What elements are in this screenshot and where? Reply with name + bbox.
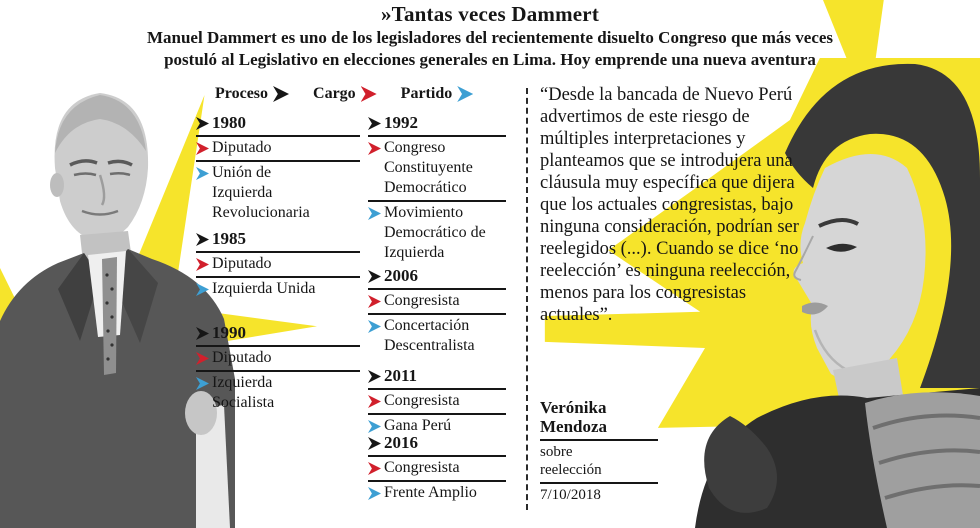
partido-arrow-icon	[368, 207, 381, 220]
year-arrow-icon	[196, 117, 209, 130]
entry-year: 1992	[384, 113, 418, 132]
timeline-entry-1980	[196, 112, 360, 223]
cargo-arrow-icon	[196, 258, 209, 271]
entry-cargo-row	[196, 347, 360, 372]
entry-year: 2006	[384, 266, 418, 285]
entry-partido-row	[196, 278, 360, 299]
entry-year: 2011	[384, 366, 418, 385]
partido-arrow-icon	[196, 167, 209, 180]
quote-text: “Desde la bancada de Nuevo Perú advertimos de este riesgo de múltiples interpretaciones y planteamos que se introdujera una cláusula muy específica que dijera que los actuales congresistas, bajo ninguna consideración, podrían ser reelegidos (...). Cuando se dice ‘no reelección’ es ninguna reelección, menos para los congresistas actuales”.	[540, 85, 799, 325]
entry-cargo-row	[368, 390, 506, 415]
subtitle-line-2: postuló al Legislativo en elecciones generales en Lima. Hoy emprende una nueva aventura	[164, 50, 816, 69]
entry-partido: Movimiento Democrático de Izquierda	[384, 204, 486, 261]
partido-arrow-icon	[196, 283, 209, 296]
entry-partido: Concertación Descentralista	[384, 317, 475, 354]
entry-partido: Unión de Izquierda Revolucionaria	[212, 164, 310, 221]
woman-face	[794, 154, 926, 380]
entry-cargo: Diputado	[212, 349, 272, 366]
entry-year-row	[368, 112, 506, 137]
partido-arrow-icon	[457, 86, 473, 102]
entry-partido-row	[368, 202, 506, 263]
cargo-arrow-icon	[368, 395, 381, 408]
dashed-separator	[526, 88, 528, 510]
entry-year: 1980	[212, 113, 246, 132]
timeline-entry-1990	[196, 322, 360, 413]
attribution-context-row	[540, 441, 658, 484]
entry-partido-row	[368, 315, 506, 356]
entry-cargo: Diputado	[212, 139, 272, 156]
entry-partido-row	[368, 482, 506, 503]
partido-arrow-icon	[196, 377, 209, 390]
entry-year-row	[368, 265, 506, 290]
entry-year-row	[196, 112, 360, 137]
year-arrow-icon	[368, 117, 381, 130]
page-title: »Tantas veces Dammert	[380, 2, 600, 26]
attribution-name: Verónika Mendoza	[540, 398, 658, 441]
timeline-entry-1992	[368, 112, 506, 263]
partido-arrow-icon	[368, 487, 381, 500]
entry-year: 2016	[384, 433, 418, 452]
entry-cargo-row	[196, 137, 360, 162]
entry-partido-row	[196, 162, 360, 223]
legend-partido	[401, 85, 474, 103]
year-arrow-icon	[368, 370, 381, 383]
man-ear	[50, 173, 64, 197]
entry-cargo-row	[196, 253, 360, 278]
subtitle-line-1: Manuel Dammert es uno de los legisladores del recientemente disuelto Congreso que más veces	[146, 28, 834, 47]
year-arrow-icon	[196, 233, 209, 246]
attribution-date: 7/10/2018	[540, 487, 601, 503]
entry-cargo: Congresista	[384, 392, 460, 409]
legend-partido-label: Partido	[400, 85, 453, 102]
legend-proceso	[215, 85, 289, 103]
year-arrow-icon	[368, 437, 381, 450]
year-arrow-icon	[368, 270, 381, 283]
entry-partido-row	[196, 372, 360, 413]
entry-cargo: Congresista	[384, 459, 460, 476]
man-tie	[102, 257, 117, 375]
entry-cargo-row	[368, 137, 506, 202]
entry-year: 1985	[212, 229, 246, 248]
entry-cargo: Congreso Constituyente Democrático	[384, 139, 473, 196]
entry-year-row	[368, 365, 506, 390]
entry-partido: Frente Amplio	[384, 484, 477, 501]
partido-arrow-icon	[368, 320, 381, 333]
cargo-arrow-icon	[368, 462, 381, 475]
cargo-arrow-icon	[196, 142, 209, 155]
entry-partido: Gana Perú	[384, 417, 452, 434]
entry-year-row	[196, 228, 360, 253]
timeline-entry-2006	[368, 265, 506, 356]
entry-partido: Izquierda Unida	[212, 280, 316, 297]
legend-cargo-label: Cargo	[313, 85, 356, 102]
timeline-entry-1985	[196, 228, 360, 299]
cargo-arrow-icon	[196, 352, 209, 365]
entry-year: 1990	[212, 323, 246, 342]
timeline-entry-2016	[368, 432, 506, 503]
entry-cargo: Diputado	[212, 255, 272, 272]
entry-year-row	[196, 322, 360, 347]
cargo-arrow-icon	[368, 142, 381, 155]
timeline-entry-2011	[368, 365, 506, 436]
entry-year-row	[368, 432, 506, 457]
entry-cargo-row	[368, 290, 506, 315]
entry-cargo: Congresista	[384, 292, 460, 309]
entry-cargo-row	[368, 457, 506, 482]
year-arrow-icon	[196, 327, 209, 340]
legend-proceso-label: Proceso	[215, 85, 269, 102]
attribution-context: sobre reelección	[540, 444, 602, 478]
attribution-block	[540, 398, 658, 504]
legend-cargo	[313, 85, 377, 103]
cargo-arrow-icon	[368, 295, 381, 308]
legend	[215, 85, 473, 103]
proceso-arrow-icon	[273, 86, 289, 102]
cargo-arrow-icon	[361, 86, 377, 102]
entry-partido: Izquierda Socialista	[212, 374, 275, 411]
